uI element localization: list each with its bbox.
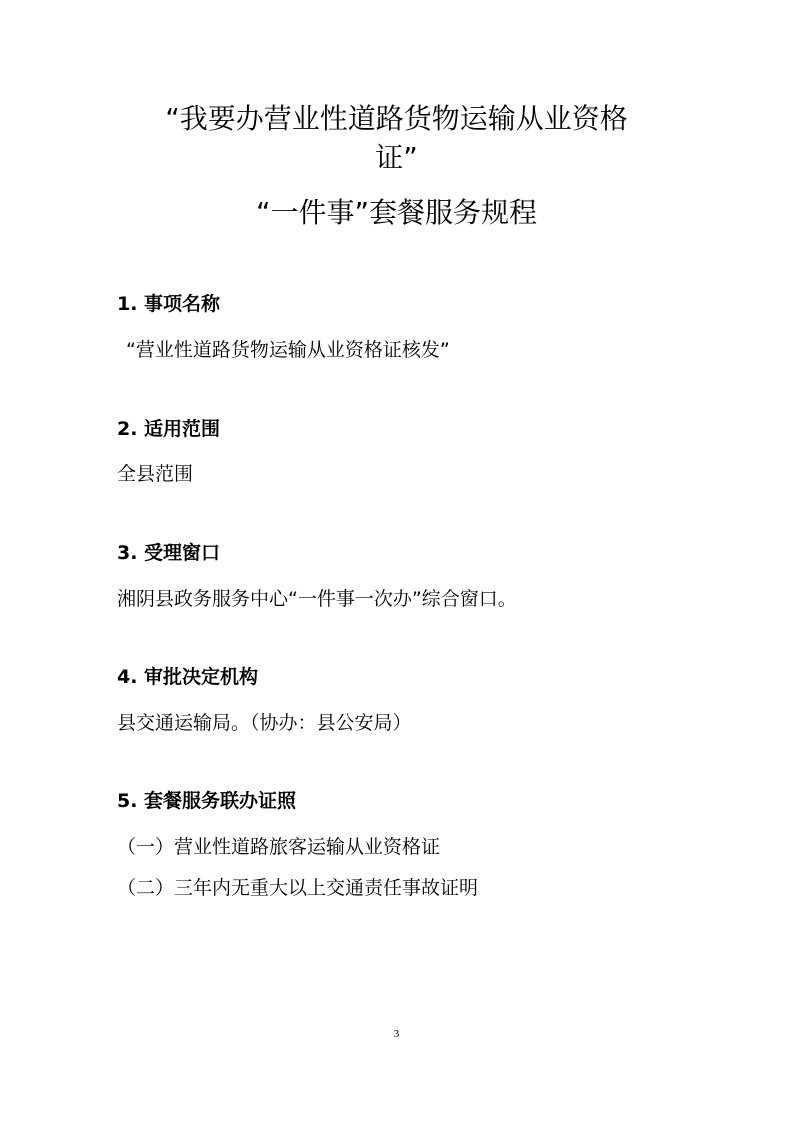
section-heading-authority: 4. 审批决定机构	[117, 666, 259, 688]
document-title-line-3: “一件事”套餐服务规程	[255, 196, 537, 229]
section-heading-certificates: 5. 套餐服务联办证照	[117, 790, 297, 812]
section-text-certificate-1: （一）营业性道路旅客运输从业资格证	[117, 836, 441, 858]
section-heading-window: 3. 受理窗口	[117, 542, 221, 564]
page-number: 3	[393, 1028, 400, 1040]
section-text-certificate-2: （二）三年内无重大以上交通责任事故证明	[117, 877, 479, 899]
section-text-scope: 全县范围	[117, 463, 194, 485]
document-title-line-1: “我要办营业性道路货物运输从业资格	[165, 102, 628, 135]
section-heading-scope: 2. 适用范围	[117, 418, 221, 440]
section-text-authority: 县交通运输局。（协办：县公安局）	[117, 712, 412, 734]
section-text-item-name: “营业性道路货物运输从业资格证核发”	[126, 339, 450, 361]
section-text-window: 湘阴县政务服务中心“一件事一次办”综合窗口。	[117, 588, 517, 610]
document-title-line-2: 证”	[375, 141, 418, 174]
section-heading-item-name: 1. 事项名称	[117, 293, 221, 315]
